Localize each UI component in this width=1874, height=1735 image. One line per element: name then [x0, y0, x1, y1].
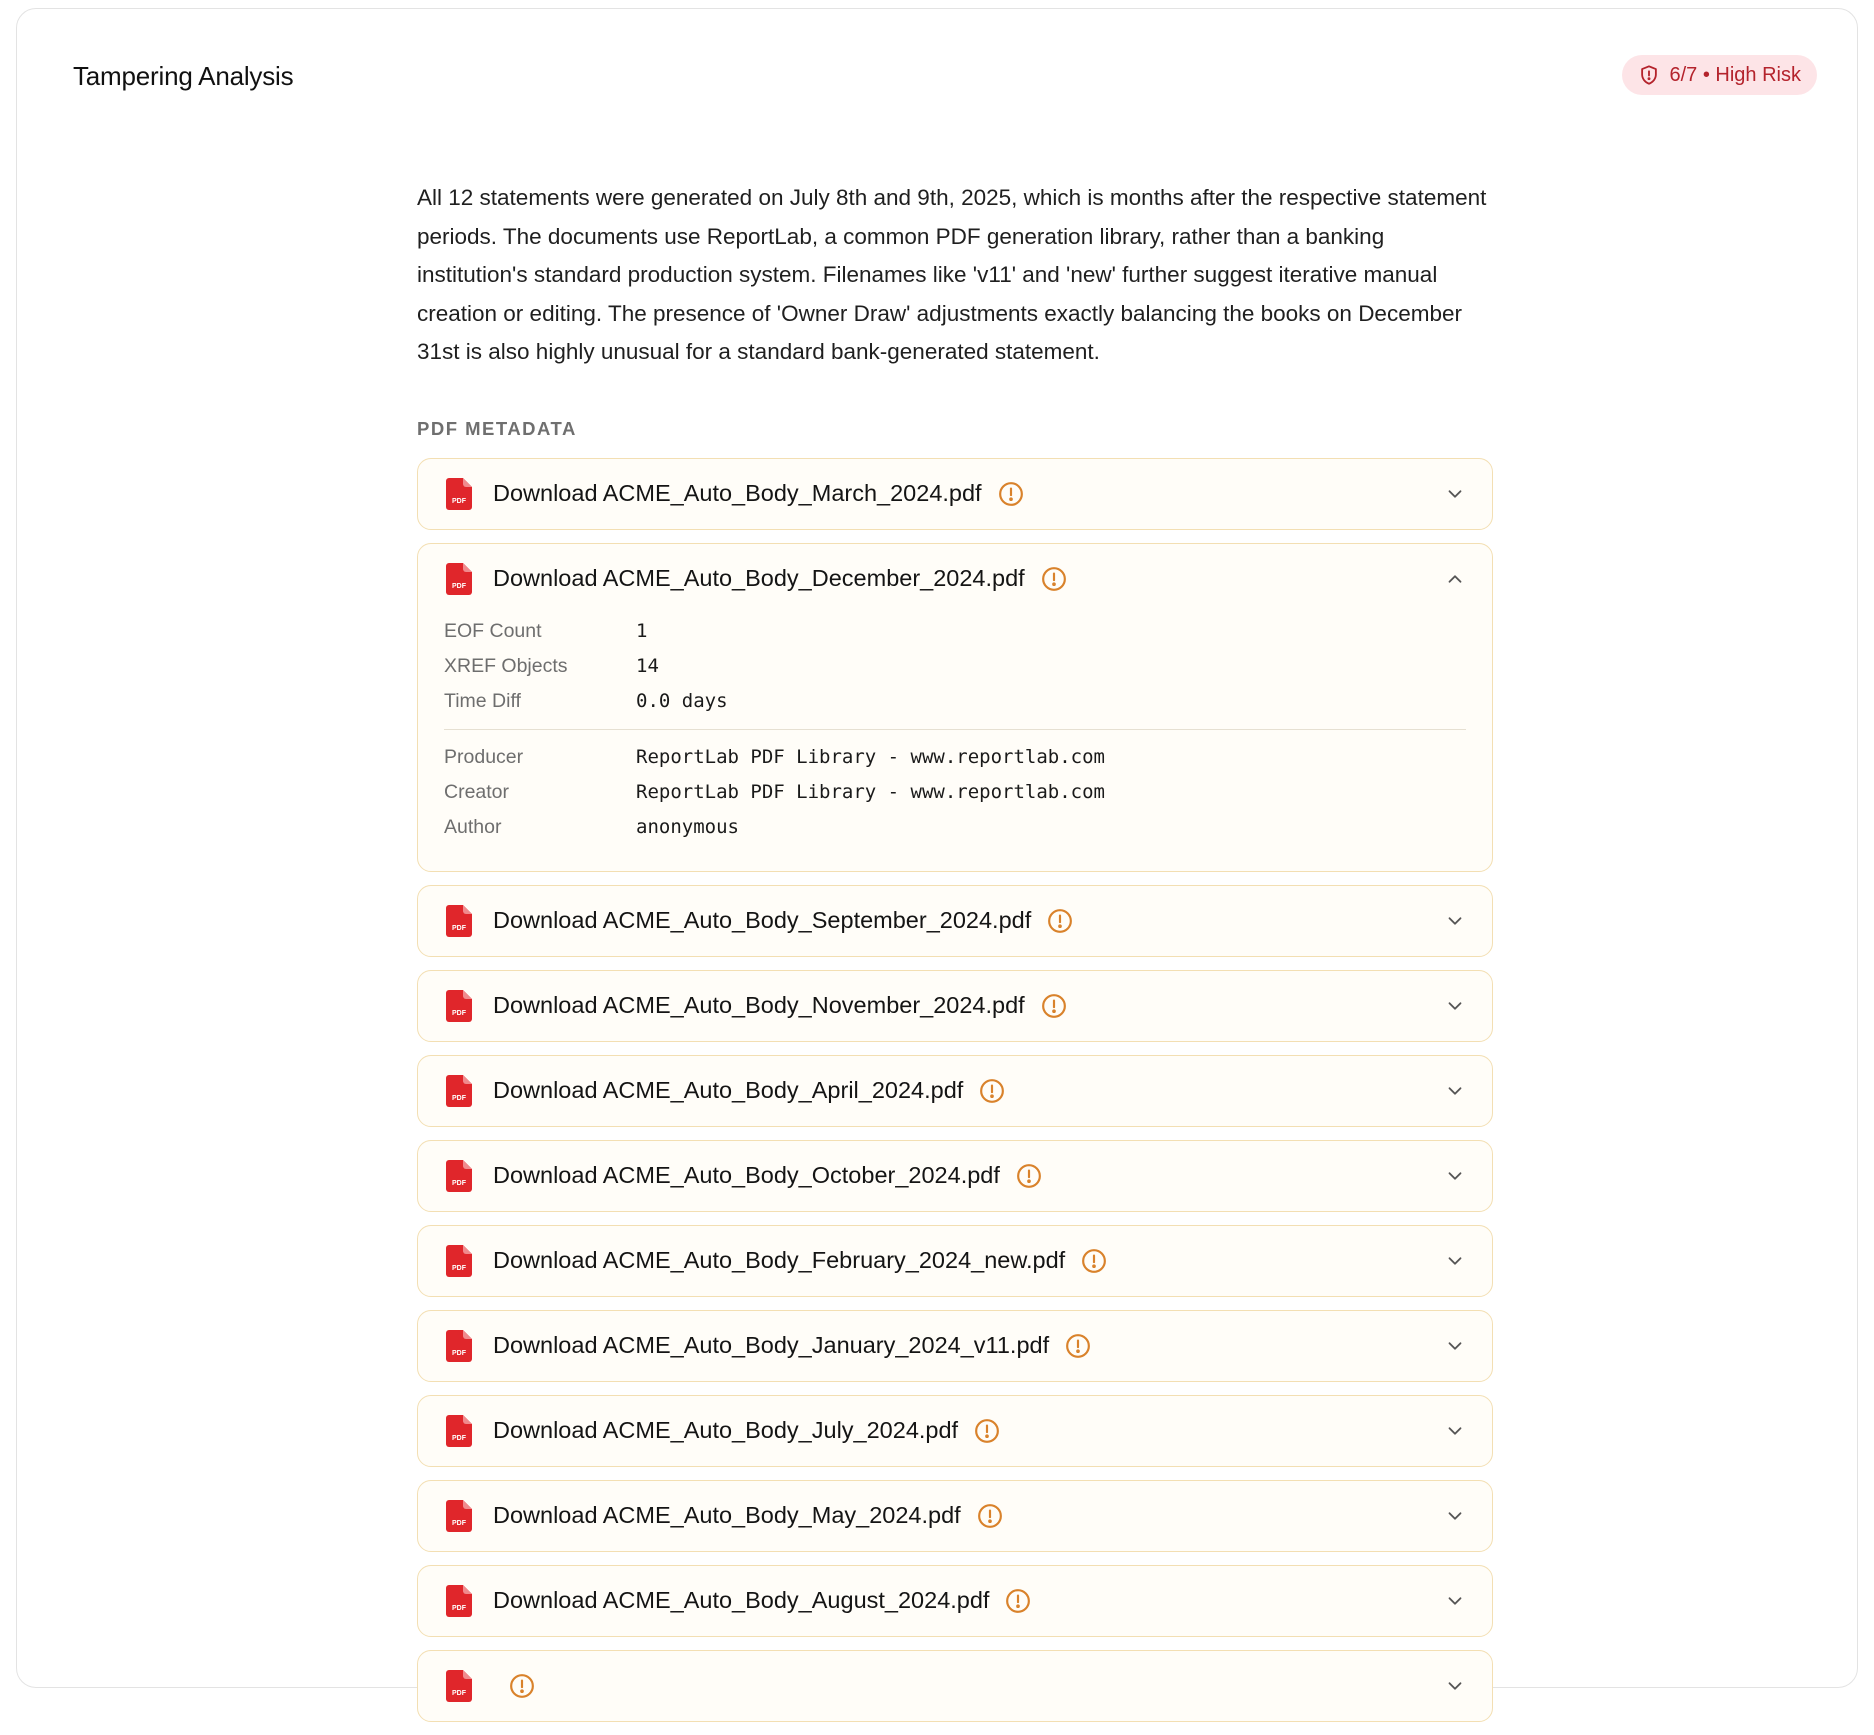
- warning-icon: [1041, 993, 1067, 1019]
- chevron-down-icon[interactable]: [1444, 1505, 1466, 1527]
- svg-text:PDF: PDF: [452, 1434, 466, 1442]
- metadata-value: 0.0 days: [636, 690, 728, 713]
- svg-text:PDF: PDF: [452, 1519, 466, 1527]
- pdf-file-icon: [446, 563, 472, 595]
- metadata-value: 14: [636, 655, 659, 678]
- metadata-key: Author: [444, 815, 502, 838]
- pdf-file-list: [417, 458, 1493, 1722]
- chevron-down-icon[interactable]: [1444, 1165, 1466, 1187]
- pdf-file-header[interactable]: [418, 1651, 1492, 1721]
- analysis-content: [417, 179, 1493, 1735]
- pdf-file-icon: [446, 1585, 472, 1617]
- pdf-file-item: [417, 543, 1493, 872]
- pdf-file-icon: [446, 1670, 472, 1702]
- pdf-file-link[interactable]: Download ACME_Auto_Body_September_2024.pdf: [493, 907, 1032, 934]
- chevron-down-icon[interactable]: [1444, 1080, 1466, 1102]
- svg-text:PDF: PDF: [452, 1264, 466, 1272]
- card-title: Tampering Analysis: [73, 61, 294, 91]
- pdf-file-icon: [446, 1415, 472, 1447]
- pdf-metadata-details: [418, 614, 1492, 871]
- chevron-up-icon[interactable]: [1444, 568, 1466, 590]
- pdf-file-header[interactable]: [418, 1481, 1492, 1551]
- pdf-file-header[interactable]: [418, 1056, 1492, 1126]
- risk-badge: [1622, 55, 1818, 95]
- warning-icon: [509, 1673, 535, 1699]
- pdf-file-link[interactable]: Download ACME_Auto_Body_January_2024_v11.pdf: [493, 1332, 1050, 1359]
- warning-icon: [977, 1503, 1003, 1529]
- warning-icon: [1016, 1163, 1042, 1189]
- chevron-down-icon[interactable]: [1444, 1420, 1466, 1442]
- pdf-file-item: [417, 1565, 1493, 1637]
- metadata-row: [444, 740, 1466, 775]
- svg-text:PDF: PDF: [452, 582, 466, 590]
- pdf-file-icon: [446, 990, 472, 1022]
- svg-text:PDF: PDF: [452, 1179, 466, 1187]
- metadata-row: [444, 614, 1466, 649]
- warning-icon: [998, 481, 1024, 507]
- pdf-file-icon: [446, 1500, 472, 1532]
- svg-text:PDF: PDF: [452, 1094, 466, 1102]
- svg-text:PDF: PDF: [452, 1689, 466, 1697]
- svg-text:PDF: PDF: [452, 924, 466, 932]
- svg-text:PDF: PDF: [452, 497, 466, 505]
- pdf-file-header[interactable]: [418, 1226, 1492, 1296]
- metadata-value: 1: [636, 620, 648, 643]
- chevron-down-icon[interactable]: [1444, 1250, 1466, 1272]
- chevron-down-icon[interactable]: [1444, 995, 1466, 1017]
- svg-text:PDF: PDF: [452, 1349, 466, 1357]
- pdf-file-link[interactable]: Download ACME_Auto_Body_April_2024.pdf: [493, 1077, 964, 1104]
- pdf-file-header[interactable]: [418, 1396, 1492, 1466]
- metadata-row: [444, 775, 1466, 810]
- metadata-row: [444, 684, 1466, 719]
- risk-badge-label: 6/7 • High Risk: [1669, 63, 1801, 86]
- pdf-file-icon: [446, 1330, 472, 1362]
- pdf-file-link[interactable]: Download ACME_Auto_Body_July_2024.pdf: [493, 1417, 959, 1444]
- pdf-file-link[interactable]: Download ACME_Auto_Body_May_2024.pdf: [493, 1502, 961, 1529]
- warning-icon: [1081, 1248, 1107, 1274]
- svg-text:PDF: PDF: [452, 1009, 466, 1017]
- pdf-file-icon: [446, 1160, 472, 1192]
- pdf-file-link[interactable]: Download ACME_Auto_Body_December_2024.pdf: [493, 565, 1025, 592]
- pdf-file-header[interactable]: [418, 544, 1492, 614]
- metadata-divider: [444, 729, 1466, 730]
- pdf-file-header[interactable]: [418, 971, 1492, 1041]
- metadata-value: ReportLab PDF Library - www.reportlab.com: [636, 746, 1105, 769]
- pdf-file-item: [417, 970, 1493, 1042]
- warning-icon: [1041, 566, 1067, 592]
- pdf-file-icon: [446, 478, 472, 510]
- metadata-key: Time Diff: [444, 689, 521, 712]
- shield-icon: [1638, 64, 1660, 86]
- metadata-value: anonymous: [636, 816, 739, 839]
- section-label-pdf-metadata: PDF METADATA: [417, 417, 577, 439]
- chevron-down-icon[interactable]: [1444, 1675, 1466, 1697]
- pdf-file-item: [417, 1310, 1493, 1382]
- pdf-file-item: [417, 1650, 1493, 1722]
- warning-icon: [979, 1078, 1005, 1104]
- pdf-file-link[interactable]: Download ACME_Auto_Body_November_2024.pdf: [493, 992, 1025, 1019]
- warning-icon: [1005, 1588, 1031, 1614]
- pdf-file-item: [417, 1395, 1493, 1467]
- metadata-key: Producer: [444, 745, 524, 768]
- metadata-key: EOF Count: [444, 619, 542, 642]
- pdf-file-link[interactable]: Download ACME_Auto_Body_August_2024.pdf: [493, 1587, 990, 1614]
- pdf-file-header[interactable]: [418, 1566, 1492, 1636]
- pdf-file-item: [417, 1480, 1493, 1552]
- warning-icon: [1047, 908, 1073, 934]
- pdf-file-item: [417, 458, 1493, 530]
- metadata-value: ReportLab PDF Library - www.reportlab.com: [636, 781, 1105, 804]
- chevron-down-icon[interactable]: [1444, 1335, 1466, 1357]
- pdf-file-item: [417, 1055, 1493, 1127]
- pdf-file-header[interactable]: [418, 886, 1492, 956]
- metadata-row: [444, 649, 1466, 684]
- pdf-file-icon: [446, 1245, 472, 1277]
- chevron-down-icon[interactable]: [1444, 483, 1466, 505]
- tampering-analysis-card: [16, 8, 1858, 1697]
- pdf-file-item: [417, 1140, 1493, 1212]
- pdf-file-icon: [446, 1075, 472, 1107]
- warning-icon: [1065, 1333, 1091, 1359]
- analysis-summary: All 12 statements were generated on July 8th and 9th, 2025, which is months after the respective statement periods. The documents use ReportLab, a common PDF generation library, rather than a banking institution's standard production system. Filenames like 'v11' and 'new' further suggest iterative manual creation or editing. The presence of 'Owner Draw' adjustments exactly balancing the books on December 31st is also highly unusual for a standard bank-generated statement.: [417, 185, 1487, 365]
- metadata-row: [444, 810, 1466, 845]
- pdf-file-header[interactable]: [418, 459, 1492, 529]
- pdf-file-header[interactable]: [418, 1141, 1492, 1211]
- pdf-file-link[interactable]: Download ACME_Auto_Body_February_2024_new.pdf: [493, 1247, 1066, 1274]
- pdf-file-icon: [446, 905, 472, 937]
- chevron-down-icon[interactable]: [1444, 1590, 1466, 1612]
- pdf-file-header[interactable]: [418, 1311, 1492, 1381]
- pdf-file-item: [417, 1225, 1493, 1297]
- metadata-key: XREF Objects: [444, 654, 568, 677]
- metadata-key: Creator: [444, 780, 510, 803]
- pdf-file-item: [417, 885, 1493, 957]
- warning-icon: [974, 1418, 1000, 1444]
- pdf-file-link[interactable]: Download ACME_Auto_Body_March_2024.pdf: [493, 480, 982, 507]
- chevron-down-icon[interactable]: [1444, 910, 1466, 932]
- svg-text:PDF: PDF: [452, 1604, 466, 1612]
- pdf-file-link[interactable]: Download ACME_Auto_Body_October_2024.pdf: [493, 1162, 1000, 1189]
